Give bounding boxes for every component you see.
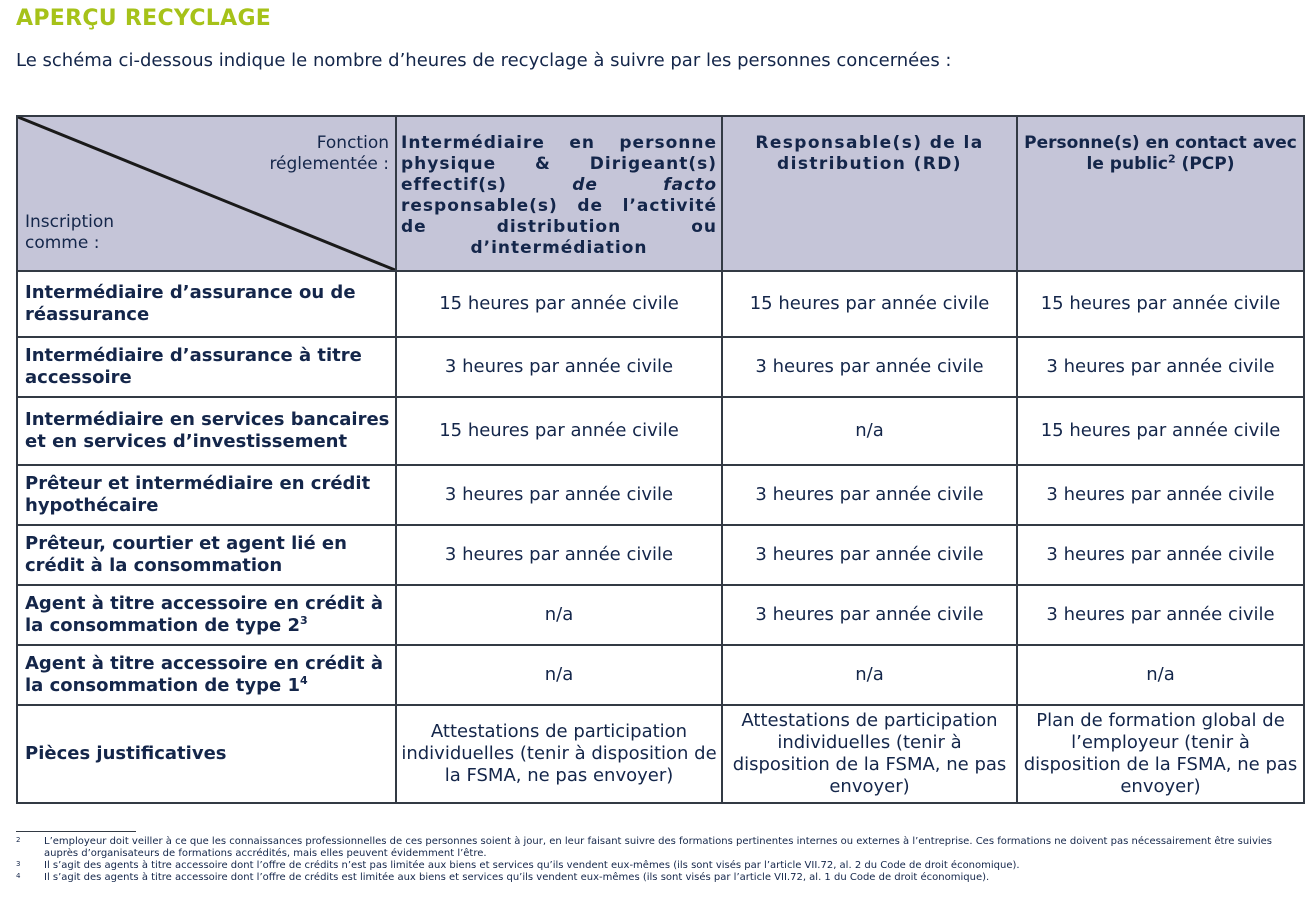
- footnote: [16, 860, 1306, 872]
- footnote-text: Il s’agit des agents à titre accessoire dont l’offre de crédits n’est pas limitée aux biens et services qu’ils vendent eux-mêmes (ils sont visés par l’article VII.72, al. 2 du Code de droit économique).: [44, 860, 1020, 871]
- table-cell: 3 heures par année civile: [722, 525, 1017, 585]
- footnote: [16, 836, 1306, 860]
- table-cell: n/a: [1017, 645, 1304, 705]
- table-row: [17, 525, 1304, 585]
- column-header-pcp: [1017, 116, 1304, 271]
- table-header-row: [17, 116, 1304, 271]
- table-cell: 3 heures par année civile: [722, 585, 1017, 645]
- intro-text: Le schéma ci-dessous indique le nombre d’heures de recyclage à suivre par les personnes concernées :: [16, 50, 952, 71]
- table-row: [17, 585, 1304, 645]
- table-cell: Attestations de participation individuelles (tenir à disposition de la FSMA, ne pas envoyer): [722, 705, 1017, 803]
- row-label: [17, 337, 396, 397]
- row-label-text: Pièces justificatives: [25, 743, 227, 764]
- footnote-ref: 2: [1167, 152, 1176, 166]
- table-cell: n/a: [396, 585, 722, 645]
- table-row: [17, 645, 1304, 705]
- row-label-text: Prêteur et intermédiaire en crédit hypothécaire: [25, 473, 371, 516]
- corner-header-cell: [17, 116, 396, 271]
- column-header-label: Personne(s) en contact avec le public: [1024, 133, 1297, 174]
- row-label: [17, 525, 396, 585]
- corner-label-registration: Inscription comme :: [25, 212, 115, 253]
- table-cell: 3 heures par année civile: [1017, 585, 1304, 645]
- table-cell: 3 heures par année civile: [396, 337, 722, 397]
- table-cell: Plan de formation global de l’employeur (tenir à disposition de la FSMA, ne pas envoyer): [1017, 705, 1304, 803]
- table-cell: 3 heures par année civile: [1017, 465, 1304, 525]
- footnote-separator: [16, 831, 136, 832]
- table-cell: 15 heures par année civile: [396, 397, 722, 465]
- row-label: [17, 271, 396, 337]
- column-header-label-rest: responsable(s) de l’activité de distribution ou d’intermédiation: [401, 196, 717, 258]
- table-cell: n/a: [722, 397, 1017, 465]
- table-cell: 3 heures par année civile: [1017, 525, 1304, 585]
- row-label-text: Intermédiaire d’assurance ou de réassurance: [25, 282, 356, 325]
- row-label: [17, 397, 396, 465]
- footnote-number: 2: [16, 836, 21, 844]
- row-label: [17, 645, 396, 705]
- table-cell: 15 heures par année civile: [1017, 397, 1304, 465]
- table-row: [17, 271, 1304, 337]
- footnote-ref: 4: [299, 674, 308, 687]
- column-header-label-rest: (PCP): [1181, 154, 1235, 174]
- column-header-label: Responsable(s) de la distribution (RD): [755, 133, 984, 174]
- row-label: [17, 705, 396, 803]
- table-row: [17, 397, 1304, 465]
- footnote-ref: 3: [299, 614, 308, 627]
- table-row: [17, 337, 1304, 397]
- table-cell: 3 heures par année civile: [722, 337, 1017, 397]
- column-header-rd: [722, 116, 1017, 271]
- table-cell: 3 heures par année civile: [396, 525, 722, 585]
- table-row: [17, 705, 1304, 803]
- table-cell: 15 heures par année civile: [396, 271, 722, 337]
- table-cell: 15 heures par année civile: [1017, 271, 1304, 337]
- table-cell: 3 heures par année civile: [1017, 337, 1304, 397]
- table-cell: n/a: [396, 645, 722, 705]
- table-cell: 3 heures par année civile: [396, 465, 722, 525]
- footnote: [16, 872, 1306, 884]
- table-cell: 15 heures par année civile: [722, 271, 1017, 337]
- page-title: APERÇU RECYCLAGE: [16, 6, 272, 31]
- row-label-text: Intermédiaire d’assurance à titre accessoire: [25, 345, 362, 388]
- row-label-text: Agent à titre accessoire en crédit à la consommation de type 1: [25, 653, 383, 696]
- column-header-label: Intermédiaire en personne physique & Dirigeant(s) effectif(s): [401, 133, 717, 195]
- table-cell: n/a: [722, 645, 1017, 705]
- footnote-text: L’employeur doit veiller à ce que les connaissances professionnelles de ces personnes soient à jour, en leur faisant suivre des formations pertinentes internes ou externes à l’entreprise. Ces formations ne doivent pas nécessairement être suivies auprès d’organisateurs de formations accrédités, mais elles peuvent évidemment l’être.: [44, 836, 1273, 859]
- row-label: [17, 585, 396, 645]
- table-cell: 3 heures par année civile: [722, 465, 1017, 525]
- row-label-text: Agent à titre accessoire en crédit à la consommation de type 2: [25, 593, 383, 636]
- column-header-intermediary: [396, 116, 722, 271]
- footnote-number: 4: [16, 872, 21, 880]
- footnote-number: 3: [16, 860, 21, 868]
- recycling-table: [16, 115, 1305, 804]
- corner-label-function: Fonction réglementée :: [269, 133, 389, 174]
- row-label-text: Intermédiaire en services bancaires et en services d’investissement: [25, 409, 390, 452]
- row-label-text: Prêteur, courtier et agent lié en crédit à la consommation: [25, 533, 347, 576]
- table-row: [17, 465, 1304, 525]
- footnote-text: Il s’agit des agents à titre accessoire dont l’offre de crédits est limitée aux biens et services qu’ils vendent eux-mêmes (ils sont visés par l’article VII.72, al. 1 du Code de droit économique).: [44, 872, 990, 883]
- table-cell: Attestations de participation individuelles (tenir à disposition de la FSMA, ne pas envoyer): [396, 705, 722, 803]
- column-header-italic: de facto: [572, 175, 718, 195]
- row-label: [17, 465, 396, 525]
